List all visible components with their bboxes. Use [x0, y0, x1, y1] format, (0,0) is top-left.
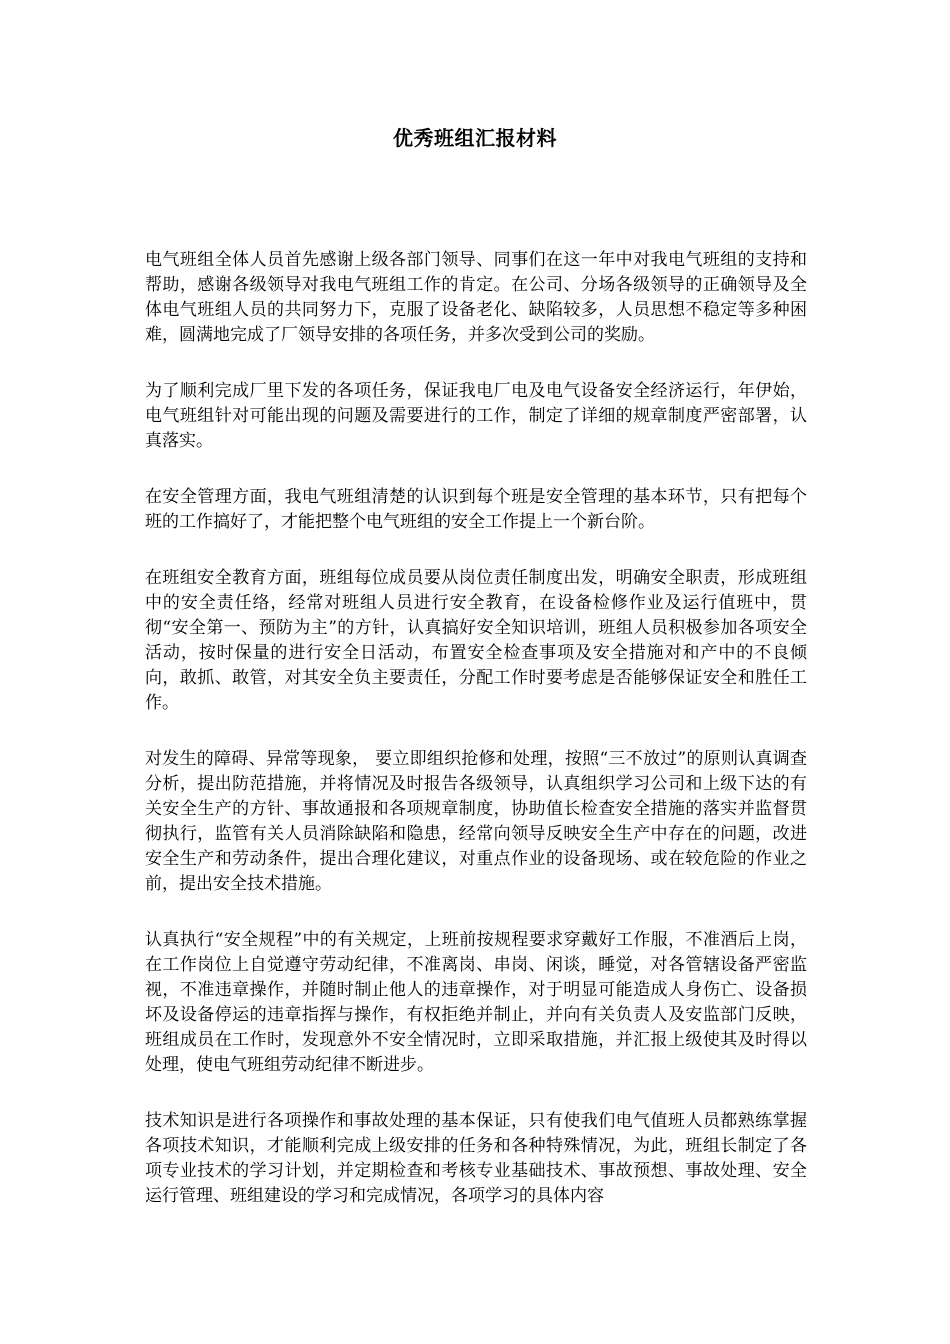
document-title: 优秀班组汇报材料	[393, 126, 557, 150]
paragraph-5: 对发生的障碍、异常等现象， 要立即组织抢修和处理，按照“三不放过”的原则认真调查分析，提出防范措施，并将情况及时报告各级领导，认真组织学习公司和上级下达的有关安全生产的方针、事故通报和各项规章制度，协助值长检查安全措施的落实并监督贯彻执行，监管有关人员消除缺陷和隐患，经常向领导反映安全生产中存在的问题，改进安全生产和劳动条件，提出合理化建议，对重点作业的设备现场、或在较危险的作业之前，提出安全技术措施。	[145, 749, 807, 894]
paragraph-1: 电气班组全体人员首先感谢上级各部门领导、同事们在这一年中对我电气班组的支持和帮助，感谢各级领导对我电气班组工作的肯定。在公司、分场各级领导的正确领导及全体电气班组人员的共同努力下，克服了设备老化、缺陷较多，人员思想不稳定等多种困难，圆满地完成了厂领导安排的各项任务，并多次受到公司的奖励。	[145, 250, 807, 345]
paragraph-6: 认真执行“安全规程”中的有关规定，上班前按规程要求穿戴好工作服，不准酒后上岗，在工作岗位上自觉遵守劳动纪律，不准离岗、串岗、闲谈，睡觉，对各管辖设备严密监视，不准违章操作，并随时制止他人的违章操作，对于明显可能造成人身伤亡、设备损坏及设备停运的违章指挥与操作，有权拒绝并制止，并向有关负责人及安监部门反映，班组成员在工作时，发现意外不安全情况时，立即采取措施，并汇报上级使其及时得以处理，使电气班组劳动纪律不断进步。	[145, 930, 807, 1075]
paragraph-4: 在班组安全教育方面，班组每位成员要从岗位责任制度出发，明确安全职责，形成班组中的安全责任络，经常对班组人员进行安全教育，在设备检修作业及运行值班中，贯彻“安全第一、预防为主”的方针，认真搞好安全知识培训，班组人员积极参加各项安全活动，按时保量的进行安全日活动，布置安全检查事项及安全措施对和产中的不良倾向，敢抓、敢管，对其安全负主要责任，分配工作时要考虑是否能够保证安全和胜任工作。	[145, 568, 807, 713]
paragraph-3: 在安全管理方面，我电气班组清楚的认识到每个班是安全管理的基本环节，只有把每个班的工作搞好了，才能把整个电气班组的安全工作提上一个新台阶。	[145, 487, 807, 532]
document-body	[145, 248, 807, 1240]
paragraph-7: 技术知识是进行各项操作和事故处理的基本保证，只有使我们电气值班人员都熟练掌握各项技术知识，才能顺利完成上级安排的任务和各种特殊情况，为此，班组长制定了各项专业技术的学习计划，并定期检查和考核专业基础技术、事故预想、事故处理、安全运行管理、班组建设的学习和完成情况，各项学习的具体内容	[145, 1111, 807, 1206]
paragraph-2: 为了顺利完成厂里下发的各项任务，保证我电厂电及电气设备安全经济运行，年伊始，电气班组针对可能出现的问题及需要进行的工作，制定了详细的规章制度严密部署，认真落实。	[145, 381, 807, 451]
